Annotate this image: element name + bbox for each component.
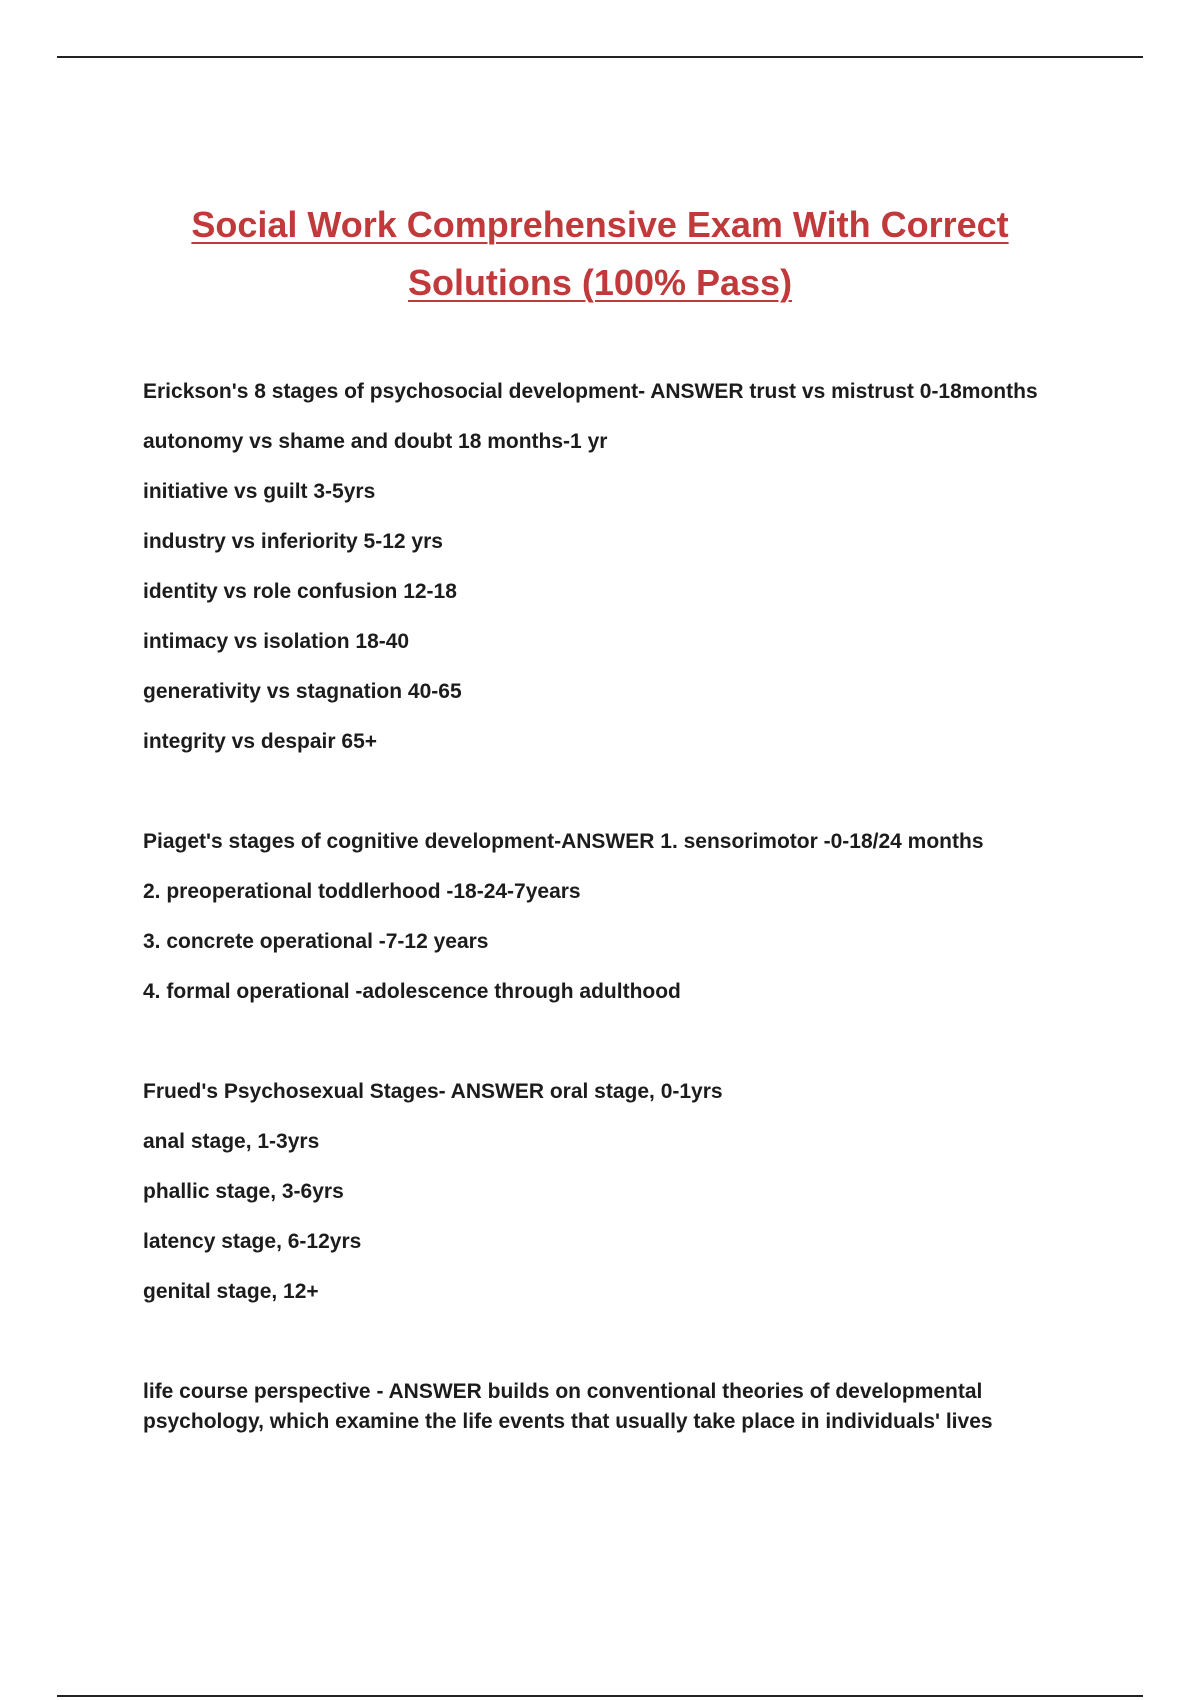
freud-stage: phallic stage, 3-6yrs xyxy=(143,1180,344,1203)
life-course-question: life course perspective - ANSWER builds on conventional theories of developmental psychology, which examine the life events that usually take place in individuals' lives xyxy=(143,1380,993,1433)
erikson-stage: generativity vs stagnation 40-65 xyxy=(143,680,462,703)
footer-rule xyxy=(57,1695,1143,1697)
piaget-question: Piaget's stages of cognitive development-ANSWER 1. sensorimotor -0-18/24 months xyxy=(143,830,984,853)
header-rule xyxy=(57,56,1143,58)
piaget-stage: 2. preoperational toddlerhood -18-24-7years xyxy=(143,880,581,903)
piaget-stage: 3. concrete operational -7-12 years xyxy=(143,930,489,953)
section-erikson xyxy=(143,377,1080,757)
title-line-2: Solutions (100% Pass) xyxy=(407,262,793,303)
erikson-stage: intimacy vs isolation 18-40 xyxy=(143,630,410,653)
erikson-stage: autonomy vs shame and doubt 18 months-1 yr xyxy=(143,430,608,453)
freud-stage: latency stage, 6-12yrs xyxy=(143,1230,362,1253)
erikson-stage: integrity vs despair 65+ xyxy=(143,730,378,753)
freud-stage: anal stage, 1-3yrs xyxy=(143,1130,320,1153)
freud-stage: genital stage, 12+ xyxy=(143,1280,319,1303)
freud-question: Frued's Psychosexual Stages- ANSWER oral stage, 0-1yrs xyxy=(143,1080,723,1103)
section-freud xyxy=(143,1077,1080,1307)
erikson-stage: initiative vs guilt 3-5yrs xyxy=(143,480,376,503)
section-piaget xyxy=(143,827,1080,1007)
document-body xyxy=(143,377,1080,1507)
erikson-question: Erickson's 8 stages of psychosocial development- ANSWER trust vs mistrust 0-18months xyxy=(143,380,1038,403)
erikson-stage: industry vs inferiority 5-12 yrs xyxy=(143,530,443,553)
section-life-course xyxy=(143,1377,1080,1437)
page-title xyxy=(100,196,1100,312)
piaget-stage: 4. formal operational -adolescence through adulthood xyxy=(143,980,681,1003)
erikson-stage: identity vs role confusion 12-18 xyxy=(143,580,457,603)
title-line-1: Social Work Comprehensive Exam With Correct xyxy=(191,204,1009,245)
